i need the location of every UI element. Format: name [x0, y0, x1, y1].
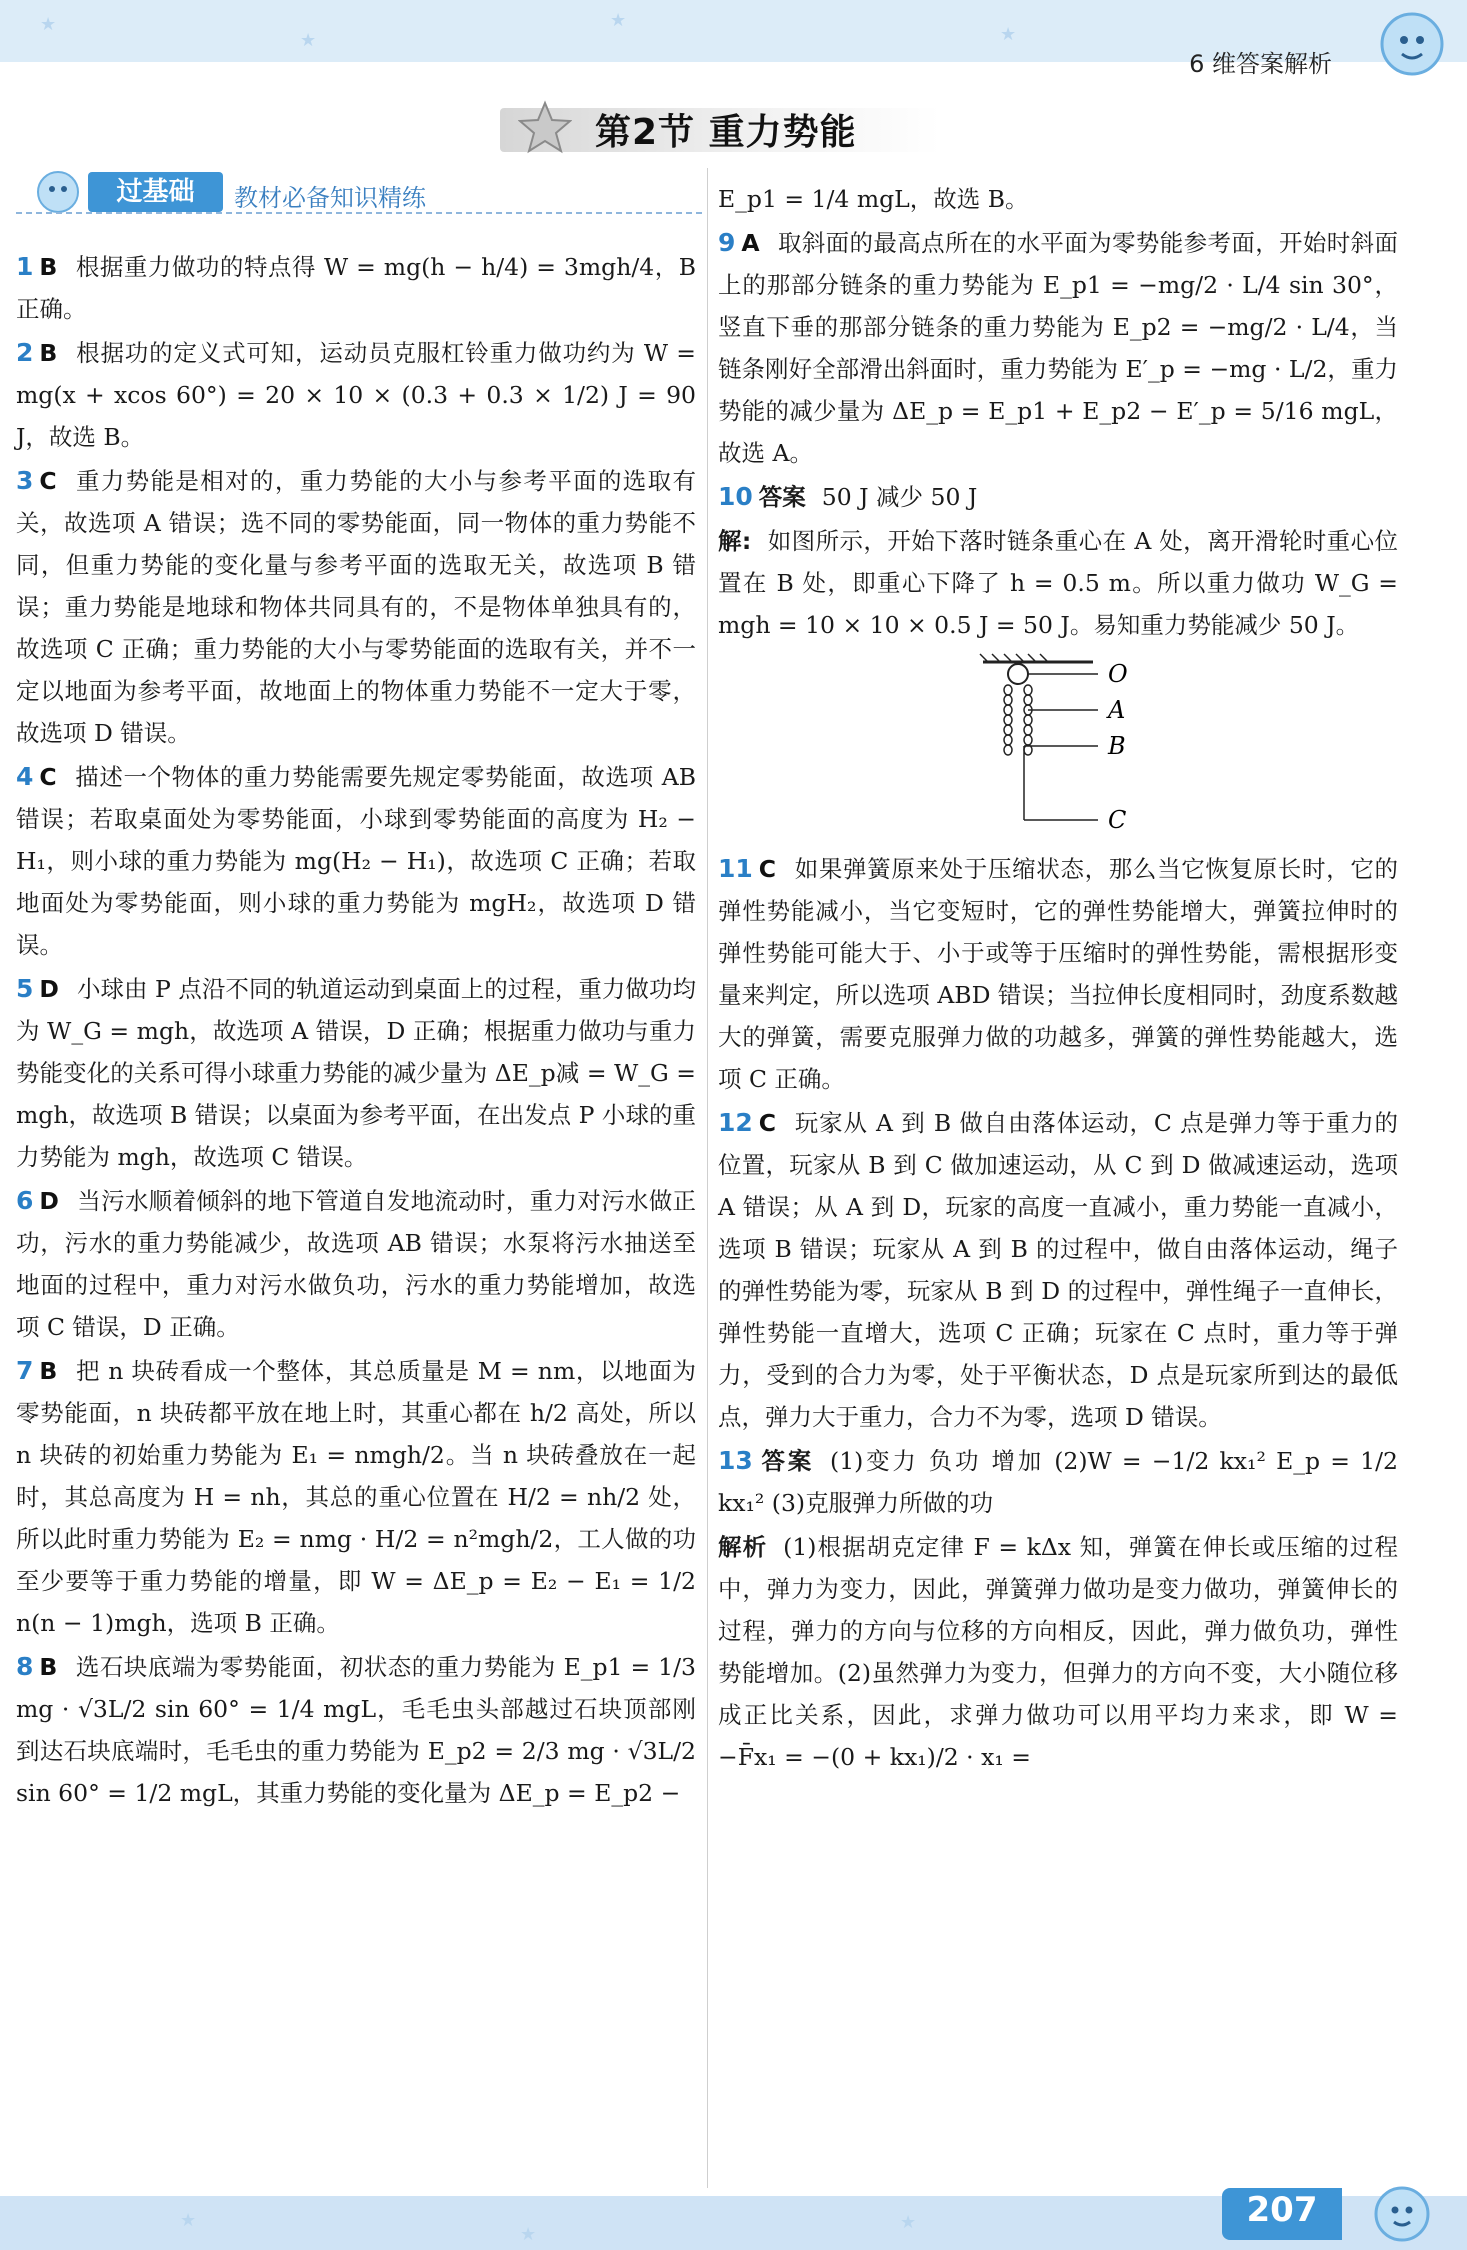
column-divider: [707, 168, 708, 2188]
item-answer: B: [39, 1357, 58, 1385]
page-number-box: [1222, 2188, 1342, 2240]
answer-item-5: [16, 968, 696, 1178]
pulley-chain-figure: [718, 650, 1398, 840]
item-number: 12: [718, 1108, 753, 1137]
answer-item-1: [16, 246, 696, 330]
decor-star-icon: ★: [300, 30, 317, 51]
item-text: 重力势能是相对的，重力势能的大小与参考平面的选取有关，故选项 A 错误；选不同的零势能面，同一物体的重力势能不同，但重力势能的变化量与参考平面的选取无关，故选项 B 错误；重力势能是地球和物体共同具有的，不是物体单独具有的，故选项 C 正确；重力势能的大小与零势能面的选取有关，并不一定以地面为参考平面，故地面上的物体重力势能不一定大于零，故选项 D 错误。: [16, 467, 696, 747]
item-text: 如果弹簧原来处于压缩状态，那么当它恢复原长时，它的弹性势能减小，当它变短时，它的弹性势能增大，弹簧拉伸时的弹性势能可能大于、小于或等于压缩时的弹性势能，需根据形变量来判定，所以选项 ABD 错误；当拉伸长度相同时，劲度系数越大的弹簧，需要克服弹力做的功越多，弹簧的弹性势能越大，选项 C 正确。: [718, 855, 1398, 1093]
item-answer: C: [39, 467, 57, 495]
answer-item-10: [718, 476, 1398, 518]
item-answer: 答案: [758, 1447, 815, 1475]
answer-item-8-cont: [718, 178, 1398, 220]
label-A: A: [1108, 696, 1126, 724]
item-text: 描述一个物体的重力势能需要先规定零势能面，故选项 AB 错误；若取桌面处为零势能面，小球到零势能面的高度为 H₂ − H₁，则小球的重力势能为 mg(H₂ − H₁)，故选项 C 正确；若取地面处为零势能面，则小球的重力势能为 mgH₂，故选项 D 错误。: [16, 763, 696, 959]
item-number: 13: [718, 1446, 753, 1475]
right-column: [718, 178, 1398, 1780]
item-text: (1)变力 负功 增加 (2)W = −1/2 kx₁² E_p = 1/2 kx₁² (3)克服弹力所做的功: [718, 1447, 1398, 1517]
mascot-footer-icon: [1362, 2180, 1442, 2246]
decor-star-icon: ★: [1000, 24, 1017, 45]
answer-item-12: [718, 1102, 1398, 1438]
answer-item-11: [718, 848, 1398, 1100]
item-answer: C: [39, 763, 57, 791]
header-label: 6 维答案解析: [1189, 50, 1332, 78]
item-text: 50 J 减少 50 J: [821, 483, 978, 511]
section-subtitle: 教材必备知识精练: [234, 184, 426, 212]
item-answer: 答案: [758, 483, 806, 511]
item-number: 11: [718, 854, 753, 883]
answer-item-3: [16, 460, 696, 754]
item-number: 10: [718, 482, 753, 511]
answer-item-7: [16, 1350, 696, 1644]
item-answer: A: [741, 229, 760, 257]
label-B: B: [1108, 732, 1126, 760]
left-column: [16, 246, 696, 1816]
solution-label: 解:: [718, 527, 752, 555]
item-number: 1: [16, 252, 34, 281]
answer-item-13: [718, 1440, 1398, 1524]
item-answer: C: [758, 1109, 777, 1137]
decor-star-icon: ★: [610, 10, 627, 31]
title-text: 第2节 重力势能: [595, 112, 857, 153]
item-text: 根据重力做功的特点得 W = mg(h − h/4) = 3mgh/4，B 正确。: [16, 253, 696, 323]
answer-item-6: [16, 1180, 696, 1348]
section-divider: [16, 212, 702, 214]
mascot-small-icon: [30, 168, 86, 216]
item-number: 8: [16, 1652, 34, 1681]
item-text: 选石块底端为零势能面，初状态的重力势能为 E_p1 = 1/3 mg · √3L/2 sin 60° = 1/4 mgL，毛毛虫头部越过石块顶部刚到达石块底端时，毛毛虫的重力势能为 E_p2 = 2/3 mg · √3L/2 sin 60° = 1/2 mgL，其重力势能的变化量为 ΔE_p = E_p2 −: [16, 1653, 696, 1807]
decor-star-icon: ★: [180, 2210, 197, 2231]
item-answer: D: [39, 975, 59, 1003]
answer-item-10-solution: [718, 520, 1398, 646]
answer-item-2: [16, 332, 696, 458]
decor-star-icon: ★: [40, 14, 57, 35]
section-header: [16, 168, 702, 220]
item-text: 把 n 块砖看成一个整体，其总质量是 M = nm，以地面为零势能面，n 块砖都平放在地上时，其重心都在 h/2 高处，所以 n 块砖的初始重力势能为 E₁ = nmgh/2。当 n 块砖叠放在一起时，其总高度为 H = nh，其总的重心位置在 H/2 = nh/2 处，所以此时重力势能为 E₂ = nmg · H/2 = n²mgh/2，工人做的功至少要等于重力势能的增量，即 W = ΔE_p = E₂ − E₁ = 1/2 n(n − 1)mgh，选项 B 正确。: [16, 1357, 696, 1637]
page-number: 207: [1246, 2190, 1318, 2230]
item-number: 5: [16, 974, 34, 1003]
pulley-diagram: [718, 650, 1398, 840]
label-O: O: [1108, 660, 1128, 688]
item-answer: B: [39, 339, 58, 367]
item-answer: C: [758, 855, 777, 883]
item-number: 2: [16, 338, 34, 367]
item-text: (1)根据胡克定律 F = kΔx 知，弹簧在伸长或压缩的过程中，弹力为变力，因此，弹簧弹力做功是变力做功，弹簧伸长的过程，弹力的方向与位移的方向相反，因此，弹力做负功，弹性势能增加。(2)虽然弹力为变力，但弹力的方向不变，大小随位移成正比关系，因此，求弹力做功可以用平均力来求，即 W = −F̄x₁ = −(0 + kx₁)/2 · x₁ =: [718, 1533, 1398, 1771]
answer-item-4: [16, 756, 696, 966]
item-text: 玩家从 A 到 B 做自由落体运动，C 点是弹力等于重力的位置，玩家从 B 到 C 做加速运动，从 C 到 D 做减速运动，选项 A 错误；从 A 到 D，玩家的高度一直减小，重力势能一直减小，选项 B 错误；玩家从 A 到 B 的过程中，做自由落体运动，绳子的弹性势能为零，玩家从 B 到 D 的过程中，弹性绳子一直伸长，弹性势能一直增大，选项 C 正确；玩家在 C 点时，重力等于弹力，受到的合力为零，处于平衡状态，D 点是玩家所到达的最低点，弹力大于重力，合力不为零，选项 D 错误。: [718, 1109, 1398, 1431]
item-text: 小球由 P 点沿不同的轨道运动到桌面上的过程，重力做功均为 W_G = mgh，故选项 A 错误，D 正确；根据重力做功与重力势能变化的关系可得小球重力势能的减少量为 ΔE_p减 = W_G = mgh，故选项 B 错误；以桌面为参考平面，在出发点 P 小球的重力势能为 mgh，故选项 C 错误。: [16, 975, 696, 1171]
item-number: 6: [16, 1186, 34, 1215]
decor-star-icon: ★: [900, 2212, 917, 2233]
item-number: 9: [718, 228, 736, 257]
analysis-label: 解析: [718, 1533, 768, 1561]
title-star-icon: [518, 100, 572, 154]
item-answer: D: [39, 1187, 59, 1215]
section-title: [500, 100, 940, 154]
mascot-icon: [1372, 8, 1452, 78]
item-number: 4: [16, 762, 34, 791]
answer-item-8: [16, 1646, 696, 1814]
item-text: 根据功的定义式可知，运动员克服杠铃重力做功约为 W = mg(x + xcos 60°) = 20 × 10 × (0.3 + 0.3 × 1/2) J = 90 J，故选 B。: [16, 339, 696, 451]
answer-item-9: [718, 222, 1398, 474]
item-number: 3: [16, 466, 34, 495]
item-text: 取斜面的最高点所在的水平面为零势能参考面，开始时斜面上的那部分链条的重力势能为 E_p1 = −mg/2 · L/4 sin 30°，竖直下垂的那部分链条的重力势能为 E_p2 = −mg/2 · L/4，当链条刚好全部滑出斜面时，重力势能为 E′_p = −mg · L/2，重力势能的减少量为 ΔE_p = E_p1 + E_p2 − E′_p = 5/16 mgL，故选 A。: [718, 229, 1398, 467]
item-answer: B: [39, 1653, 58, 1681]
item-number: 7: [16, 1356, 34, 1385]
item-text: E_p1 = 1/4 mgL，故选 B。: [718, 185, 1029, 213]
label-C: C: [1108, 806, 1127, 834]
item-text: 如图所示，开始下落时链条重心在 A 处，离开滑轮时重心位置在 B 处，即重心下降了 h = 0.5 m。所以重力做功 W_G = mgh = 10 × 10 × 0.5 J = 50 J。易知重力势能减少 50 J。: [718, 527, 1398, 639]
item-text: 当污水顺着倾斜的地下管道自发地流动时，重力对污水做正功，污水的重力势能减少，故选项 AB 错误；水泵将污水抽送至地面的过程中，重力对污水做负功，污水的重力势能增加，故选项 C 错误，D 正确。: [16, 1187, 696, 1341]
answer-item-13-analysis: [718, 1526, 1398, 1778]
section-badge: 过基础: [88, 172, 223, 212]
item-answer: B: [39, 253, 58, 281]
decor-star-icon: ★: [520, 2224, 537, 2245]
